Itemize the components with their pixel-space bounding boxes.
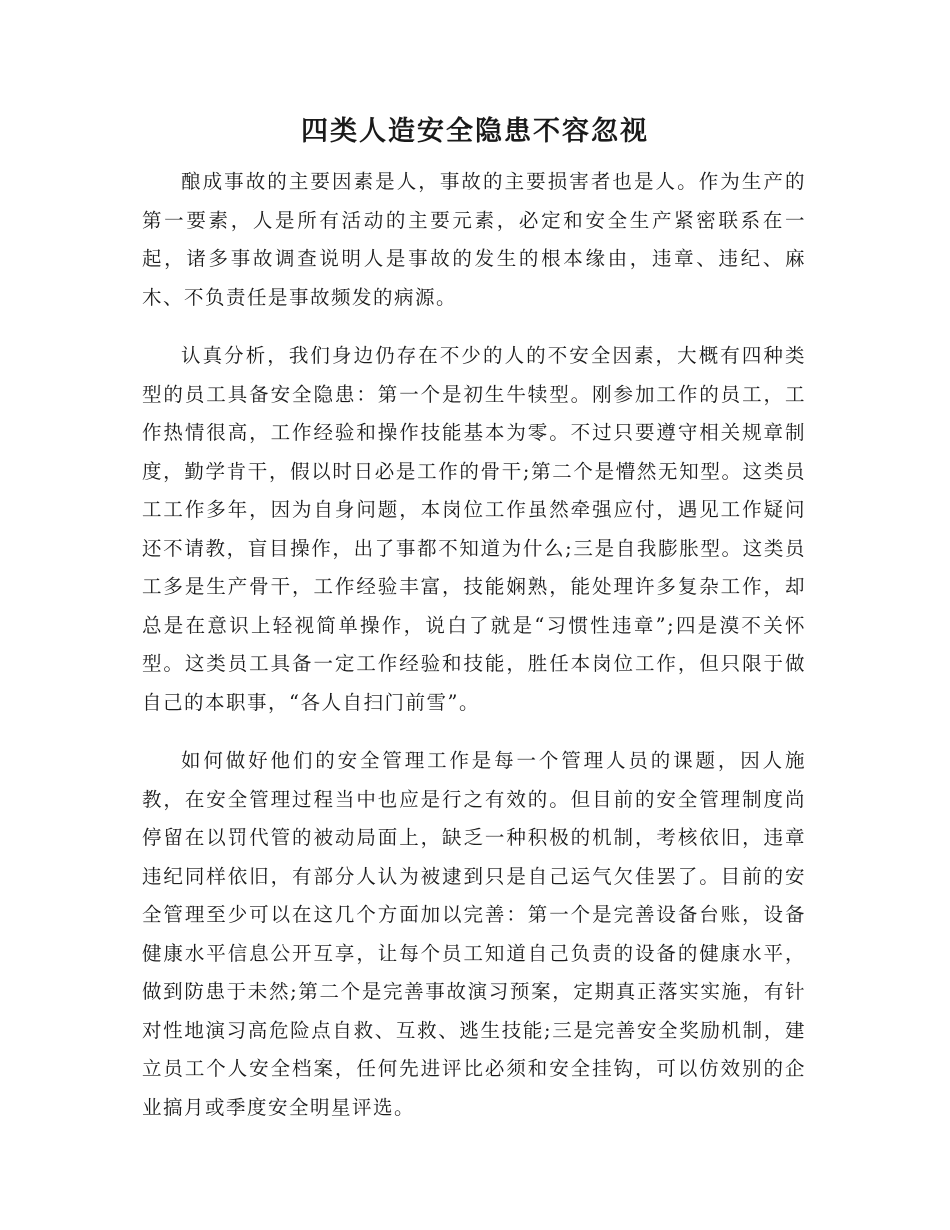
- document-body: [142, 163, 806, 1147]
- paragraph-2: 认真分析，我们身边仍存在不少的人的不安全因素，大概有四种类型的员工具备安全隐患：第一个是初生牛犊型。刚参加工作的员工，工作热情很高，工作经验和操作技能基本为零。不过只要遵守相关规章制度，勤学肯干，假以时日必是工作的骨干;第二个是懵然无知型。这类员工工作多年，因为自身问题，本岗位工作虽然牵强应付，遇见工作疑问还不请教，盲目操作，出了事都不知道为什么;三是自我膨胀型。这类员工多是生产骨干，工作经验丰富，技能娴熟，能处理许多复杂工作，却总是在意识上轻视简单操作，说白了就是“习惯性违章”;四是漠不关怀型。这类员工具备一定工作经验和技能，胜任本岗位工作，但只限于做自己的本职事，“各人自扫门前雪”。: [142, 344, 806, 714]
- paragraph-1: 酿成事故的主要因素是人，事故的主要损害者也是人。作为生产的第一要素，人是所有活动的主要元素，必定和安全生产紧密联系在一起，诸多事故调查说明人是事故的发生的根本缘由，违章、违纪、麻木、不负责任是事故频发的病源。: [142, 170, 806, 309]
- paragraph-3: 如何做好他们的安全管理工作是每一个管理人员的课题，因人施教，在安全管理过程当中也应是行之有效的。但目前的安全管理制度尚停留在以罚代管的被动局面上，缺乏一种积极的机制，考核依旧，违章违纪同样依旧，有部分人认为被逮到只是自己运气欠佳罢了。目前的安全管理至少可以在这几个方面加以完善：第一个是完善设备台账，设备健康水平信息公开互享，让每个员工知道自己负责的设备的健康水平，做到防患于未然;第二个是完善事故演习预案，定期真正落实实施，有针对性地演习高危险点自救、互救、逃生技能;三是完善安全奖励机制，建立员工个人安全档案，任何先进评比必须和安全挂钩，可以仿效别的企业搞月或季度安全明星评选。: [142, 749, 806, 1119]
- document-title: 四类人造安全隐患不容忽视: [301, 116, 649, 147]
